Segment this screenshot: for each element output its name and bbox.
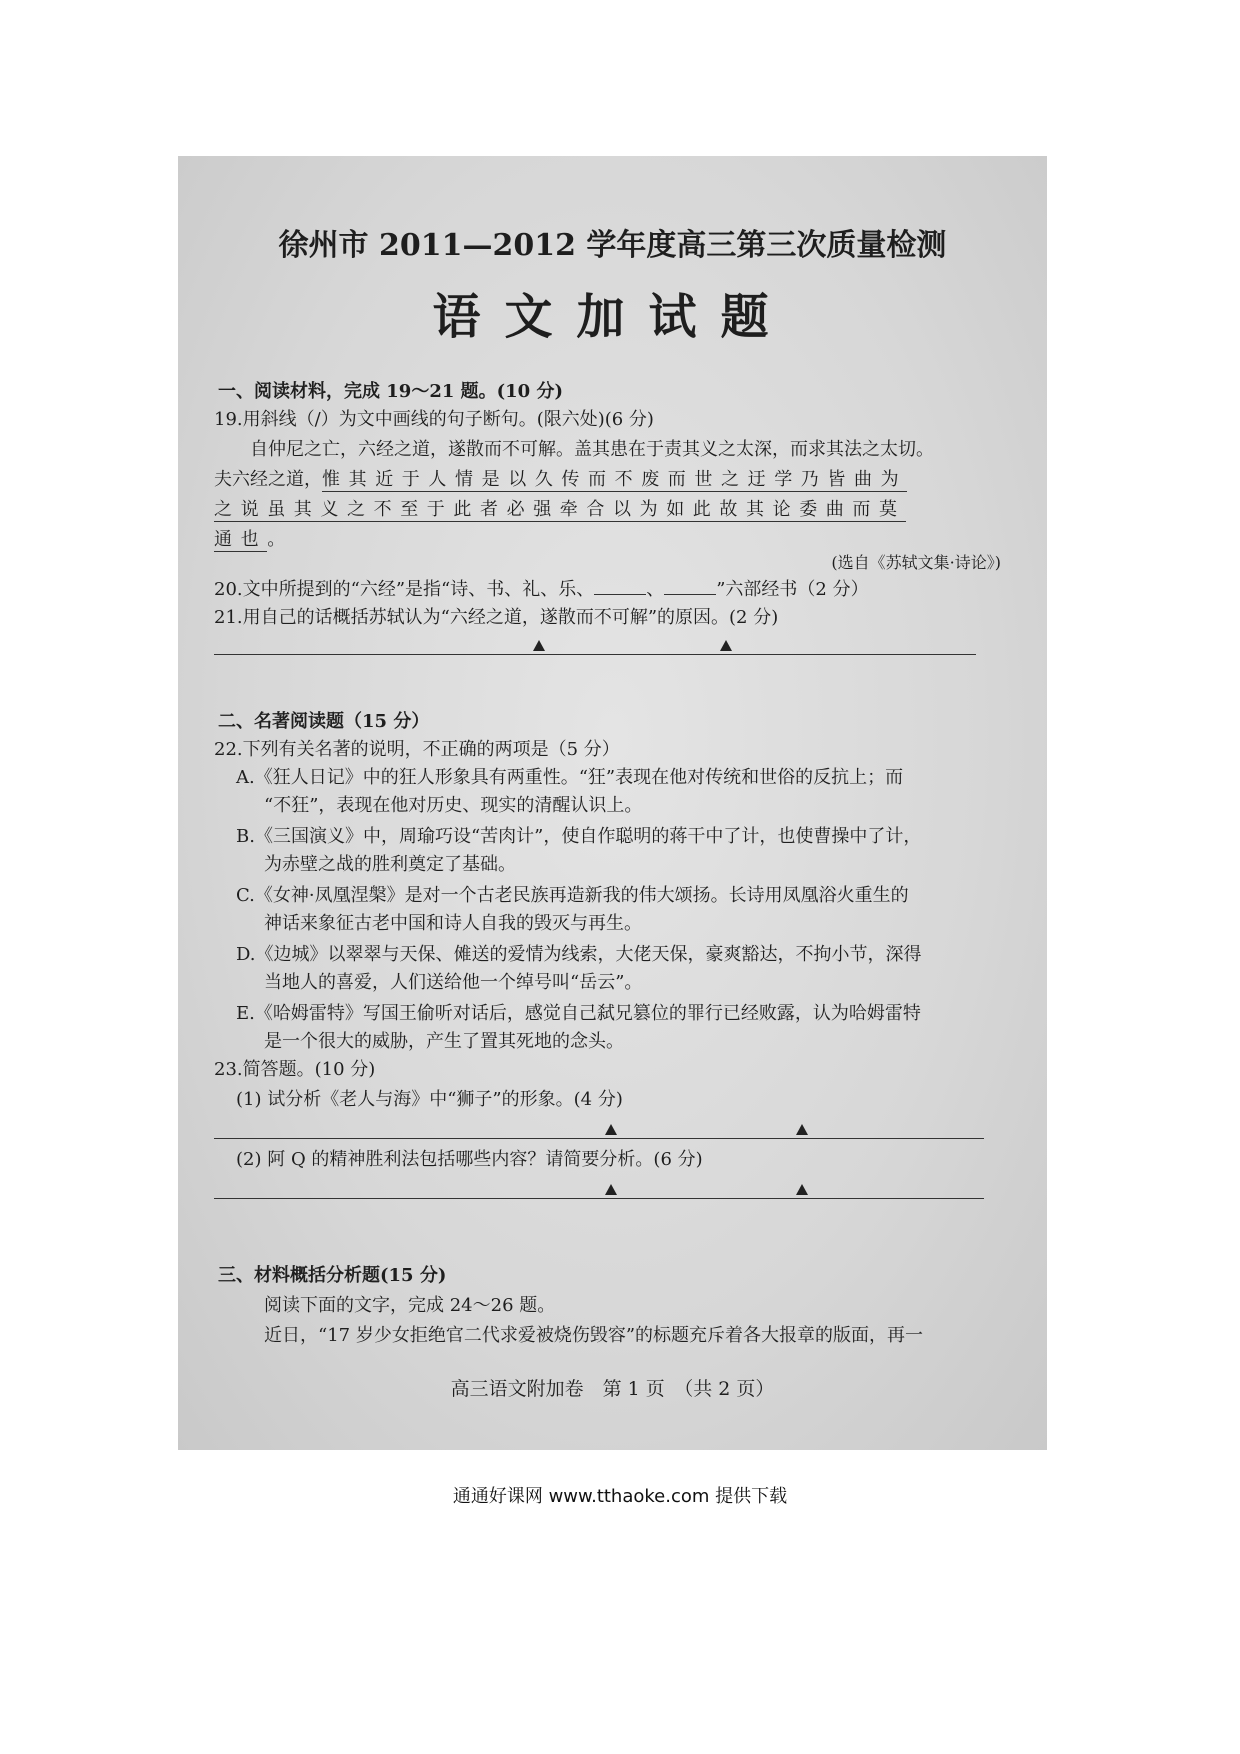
option-c-line-1: C.《女神·凤凰涅槃》是对一个古老民族再造新我的伟大颂扬。长诗用凤凰浴火重生的 bbox=[236, 885, 909, 906]
section3-text: 近日，“17 岁少女拒绝官二代求爱被烧伤毁容”的标题充斥着各大报章的版面，再一 bbox=[264, 1325, 924, 1346]
question-20-blank-2[interactable] bbox=[664, 576, 716, 595]
question-20-blank-1[interactable] bbox=[594, 576, 646, 595]
passage-underlined-part-1: 惟其近于人情是以久传而不废而世之迂学乃皆曲为 bbox=[322, 469, 908, 490]
download-note: 通通好课网 www.tthaoke.com 提供下载 bbox=[452, 1486, 788, 1507]
exam-title-line1: 徐州市 2011—2012 学年度高三第三次质量检测 bbox=[278, 228, 947, 263]
option-a-line-1: A.《狂人日记》中的狂人形象具有两重性。“狂”表现在他对传统和世俗的反抗上；而 bbox=[236, 767, 904, 788]
question-21: 21.用自己的话概括苏轼认为“六经之道，遂散而不可解”的原因。(2 分) bbox=[214, 607, 779, 628]
section3-heading: 三、材料概括分析题(15 分) bbox=[218, 1265, 447, 1286]
answer-marker-23-1b bbox=[796, 1124, 808, 1135]
passage-end-mark: 。 bbox=[267, 529, 286, 550]
question-20-text-b: ”六部经书（2 分） bbox=[716, 579, 869, 600]
exam-page-footer: 高三语文附加卷 第 1 页 （共 2 页） bbox=[450, 1378, 775, 1400]
section1-heading: 一、阅读材料，完成 19～21 题。(10 分) bbox=[218, 381, 563, 402]
passage-source: (选自《苏轼文集·诗论》) bbox=[831, 553, 1001, 572]
passage-line-2-plain: 夫六经之道， bbox=[214, 469, 322, 490]
scanned-exam-photo bbox=[178, 156, 1047, 1450]
question-23: 23.简答题。(10 分) bbox=[214, 1059, 376, 1080]
option-e-line-2: 是一个很大的威胁，产生了置其死地的念头。 bbox=[264, 1031, 624, 1052]
answer-line-23-1[interactable] bbox=[214, 1138, 984, 1139]
section3-intro: 阅读下面的文字，完成 24～26 题。 bbox=[264, 1295, 556, 1316]
passage-line-3 bbox=[214, 496, 906, 524]
option-e-line-1: E.《哈姆雷特》写国王偷听对话后，感觉自己弑兄篡位的罪行已经败露，认为哈姆雷特 bbox=[236, 1003, 921, 1024]
option-d-line-2: 当地人的喜爱，人们送给他一个绰号叫“岳云”。 bbox=[264, 972, 643, 993]
passage-underlined-part-2: 之说虽其义之不至于此者必强牵合以为如此故其论委曲而莫 bbox=[214, 499, 906, 520]
question-20-separator: 、 bbox=[646, 579, 665, 600]
passage-underlined-part-3: 通也 bbox=[214, 529, 268, 550]
answer-marker-23-2b bbox=[796, 1184, 808, 1195]
question-20 bbox=[214, 576, 869, 604]
option-c-line-2: 神话来象征古老中国和诗人自我的毁灭与再生。 bbox=[264, 913, 642, 934]
option-b-line-1: B.《三国演义》中，周瑜巧设“苦肉计”，使自作聪明的蒋干中了计，也使曹操中了计， bbox=[236, 826, 922, 847]
question-19: 19.用斜线（/）为文中画线的句子断句。(限六处)(6 分) bbox=[214, 409, 654, 430]
option-a-line-2: “不狂”，表现在他对历史、现实的清醒认识上。 bbox=[264, 795, 643, 816]
answer-marker-23-2a bbox=[605, 1184, 617, 1195]
question-22: 22.下列有关名著的说明，不正确的两项是（5 分） bbox=[214, 739, 620, 760]
option-d-line-1: D.《边城》以翠翠与天保、傩送的爱情为线索，大佬天保，豪爽豁达，不拘小节，深得 bbox=[236, 944, 922, 965]
answer-line-21[interactable] bbox=[214, 654, 976, 655]
option-b-line-2: 为赤壁之战的胜利奠定了基础。 bbox=[264, 854, 516, 875]
exam-title-line2: 语文加试题 bbox=[432, 289, 793, 345]
passage-line-4 bbox=[214, 526, 285, 554]
section2-heading: 二、名著阅读题（15 分） bbox=[218, 711, 430, 732]
passage-line-1: 自仲尼之亡，六经之道，遂散而不可解。盖其患在于责其义之太深，而求其法之太切。 bbox=[250, 439, 934, 460]
question-23-2: (2) 阿 Q 的精神胜利法包括哪些内容？请简要分析。(6 分) bbox=[236, 1149, 703, 1170]
answer-marker-21a bbox=[533, 640, 545, 651]
question-23-1: (1) 试分析《老人与海》中“狮子”的形象。(4 分) bbox=[236, 1089, 623, 1110]
question-20-text-a: 20.文中所提到的“六经”是指“诗、书、礼、乐、 bbox=[214, 579, 595, 600]
answer-marker-23-1a bbox=[605, 1124, 617, 1135]
answer-line-23-2[interactable] bbox=[214, 1198, 984, 1199]
answer-marker-21b bbox=[720, 640, 732, 651]
passage-line-2 bbox=[214, 466, 907, 494]
